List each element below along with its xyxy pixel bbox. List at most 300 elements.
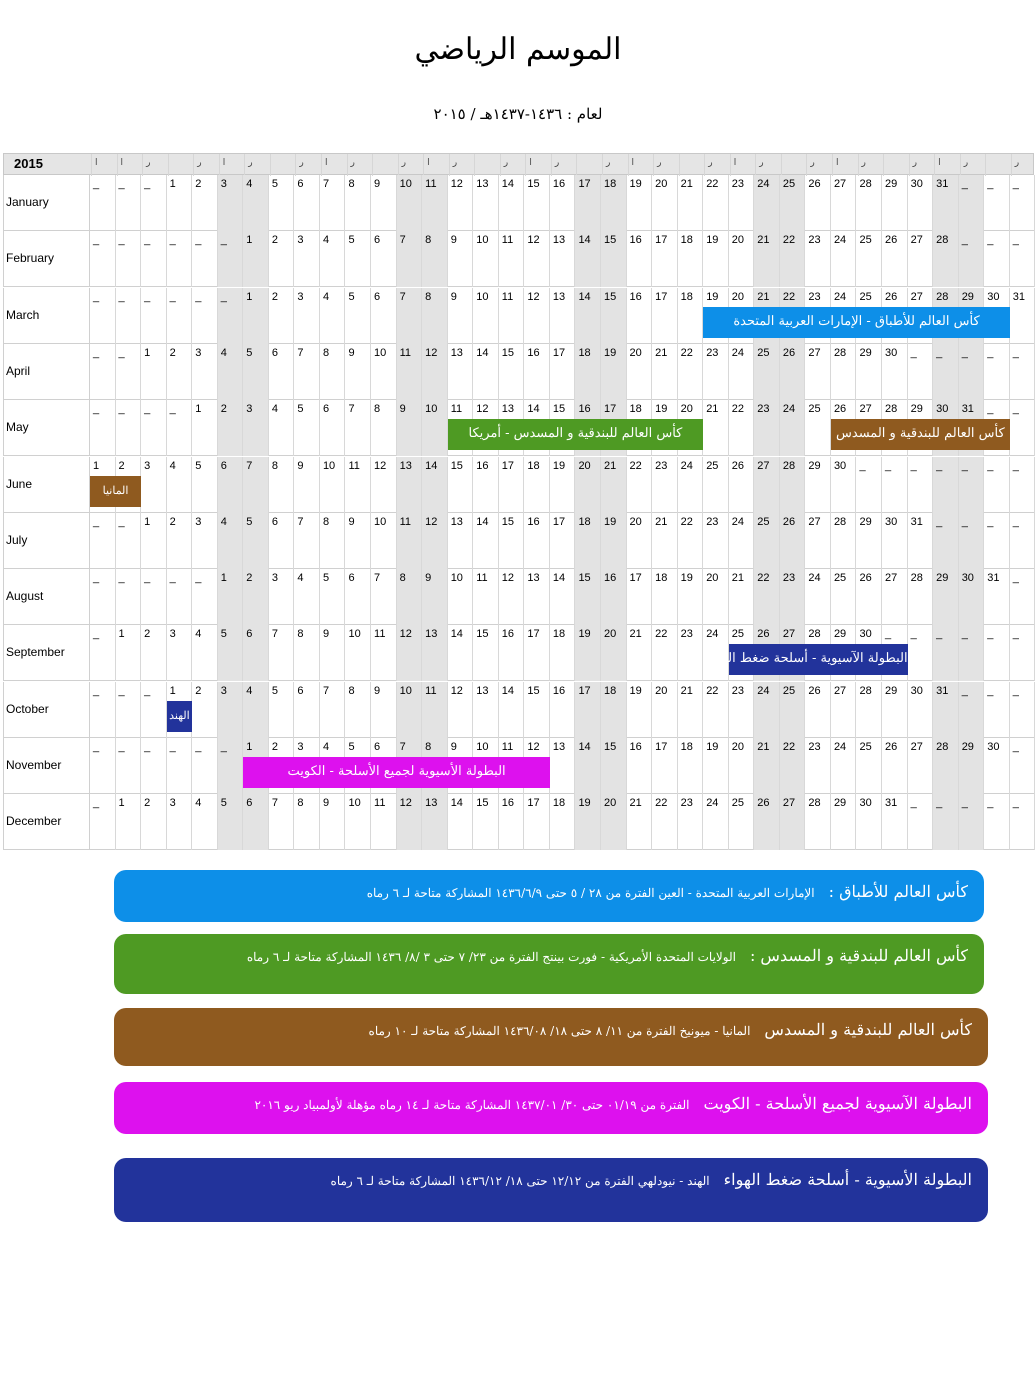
event-bar[interactable]: الهند: [167, 701, 193, 732]
day-number: 30: [859, 797, 872, 810]
day-number: 23: [706, 346, 719, 359]
day-cell: [729, 175, 755, 231]
day-cell: [473, 231, 499, 287]
day-cell: [499, 231, 525, 287]
day-number: 8: [425, 234, 432, 247]
day-cell: [1010, 175, 1036, 231]
day-number: 3: [297, 741, 304, 753]
day-cell: [1010, 400, 1036, 456]
day-number: 22: [782, 234, 796, 247]
day-cell: [346, 400, 372, 456]
day-cell: [192, 794, 218, 850]
day-number: 13: [425, 797, 438, 810]
day-cell: [346, 344, 372, 400]
day-number: 4: [322, 234, 330, 247]
day-number: _: [93, 684, 100, 697]
day-cell: [320, 569, 346, 625]
day-number: 25: [706, 459, 719, 472]
day-cell: [90, 400, 116, 456]
day-number: 27: [782, 628, 796, 641]
day-cell: [524, 794, 550, 850]
day-cell: [448, 288, 474, 344]
day-number: _: [885, 459, 892, 472]
legend-item: [114, 934, 984, 994]
day-number: 24: [680, 459, 693, 472]
day-cell: [243, 794, 269, 850]
month-name: February: [6, 251, 55, 266]
day-cell: [805, 175, 831, 231]
day-number: 19: [629, 684, 642, 697]
header-cell: [142, 154, 168, 176]
day-cell: [882, 513, 908, 569]
day-number: 5: [348, 234, 355, 247]
day-cell: [524, 513, 550, 569]
day-cell: [371, 513, 397, 569]
day-number: 4: [322, 290, 330, 303]
day-cell: [984, 738, 1010, 794]
weekday-mark: ر: [554, 158, 560, 168]
day-number: _: [169, 403, 176, 416]
day-number: 10: [374, 346, 387, 359]
day-cell: [575, 457, 601, 513]
header-cell: [679, 154, 705, 176]
header-cell: [832, 154, 858, 176]
month-name: June: [6, 476, 33, 491]
event-bar[interactable]: كأس العالم للأطباق - الإمارات العربية المتحدة: [703, 307, 1010, 338]
day-cell: [729, 513, 755, 569]
day-cell: [831, 738, 857, 794]
day-number: 8: [348, 684, 355, 697]
day-cell: [269, 457, 295, 513]
day-cell: [984, 344, 1010, 400]
day-number: 23: [808, 234, 821, 247]
header-cell: [372, 154, 398, 176]
day-number: 3: [297, 290, 304, 303]
day-cell: [243, 231, 269, 287]
day-cell: [703, 513, 729, 569]
day-number: 29: [910, 403, 923, 416]
day-cell: [294, 231, 320, 287]
day-cell: [550, 682, 576, 738]
day-cell: [882, 682, 908, 738]
month-label: [3, 288, 90, 344]
legend-title: كأس العالم للبندقية و المسدس :: [749, 946, 968, 965]
day-number: 16: [578, 403, 591, 416]
day-number: 23: [782, 572, 796, 585]
legend-details: المانيا - ميونيخ الفترة من ١١/ ٨ حتى ١٨/ ١٤٣٦/٠٨ المشاركة متاحة لـ ١٠ رماه: [368, 1024, 751, 1038]
day-cell: [601, 344, 627, 400]
month-name: November: [6, 758, 62, 772]
day-cell: [192, 175, 218, 231]
day-cell: [882, 231, 908, 287]
day-cell: [780, 794, 806, 850]
day-number: _: [936, 346, 943, 359]
day-cell: [882, 738, 908, 794]
day-number: 22: [706, 684, 719, 697]
day-cell: [984, 457, 1010, 513]
day-number: 19: [578, 797, 591, 810]
day-cell: [320, 288, 346, 344]
day-number: _: [1012, 628, 1019, 641]
day-cell: [243, 175, 269, 231]
day-number: 3: [195, 346, 202, 359]
day-number: 28: [910, 572, 923, 585]
day-cell: [499, 175, 525, 231]
day-number: 31: [936, 178, 949, 190]
day-cell: [116, 288, 142, 344]
day-number: 11: [425, 178, 437, 190]
day-cell: [422, 344, 448, 400]
day-number: 5: [246, 346, 253, 359]
day-number: 11: [399, 515, 412, 528]
day-number: 26: [885, 234, 898, 247]
day-cell: [678, 288, 704, 344]
day-number: 12: [425, 346, 438, 359]
day-number: 1: [246, 741, 253, 753]
day-number: _: [910, 459, 917, 472]
day-cell: [473, 288, 499, 344]
day-number: _: [1012, 459, 1019, 472]
day-cell: [116, 625, 142, 681]
day-number: 16: [604, 572, 617, 585]
weekday-mark: ا: [733, 158, 737, 168]
day-cell: [575, 738, 601, 794]
day-number: 9: [425, 572, 432, 585]
event-bar[interactable]: البطولة الآسيوية - أسلحة ضغط الهواء: [729, 644, 908, 675]
day-number: 19: [680, 572, 693, 585]
day-number: 5: [322, 572, 330, 585]
day-cell: [933, 682, 959, 738]
day-number: 26: [731, 459, 744, 472]
day-cell: [448, 513, 474, 569]
day-number: 9: [374, 178, 381, 190]
day-cell: [1010, 625, 1036, 681]
day-cell: [90, 288, 116, 344]
day-cell: [243, 625, 269, 681]
header-cell: [755, 154, 781, 176]
day-number: 30: [936, 403, 949, 416]
day-cell: [499, 457, 525, 513]
day-cell: [116, 513, 142, 569]
day-number: 24: [757, 178, 770, 190]
day-cell: [601, 513, 627, 569]
day-number: 20: [655, 684, 668, 697]
day-number: 7: [399, 741, 406, 753]
day-number: _: [118, 234, 125, 247]
day-number: 25: [808, 403, 821, 416]
day-number: 26: [782, 515, 796, 528]
day-cell: [831, 569, 857, 625]
day-cell: [601, 231, 627, 287]
day-number: 19: [706, 290, 719, 303]
day-number: _: [144, 572, 151, 585]
day-cell: [141, 569, 167, 625]
day-number: 5: [246, 515, 253, 528]
day-cell: [908, 569, 934, 625]
day-number: 19: [578, 628, 591, 641]
day-cell: [346, 175, 372, 231]
day-number: 10: [476, 741, 489, 753]
day-cell: [320, 175, 346, 231]
day-number: 1: [93, 459, 100, 472]
day-cell: [908, 682, 934, 738]
day-number: 15: [476, 797, 489, 810]
day-cell: [703, 400, 729, 456]
day-number: 9: [399, 403, 406, 416]
day-cell: [294, 569, 320, 625]
day-cell: [90, 569, 116, 625]
day-cell: [371, 231, 397, 287]
day-number: 27: [808, 346, 821, 359]
day-number: 16: [527, 346, 540, 359]
day-cell: [652, 738, 678, 794]
day-cell: [473, 175, 499, 231]
weekday-mark: ر: [708, 158, 713, 168]
day-number: 9: [322, 628, 330, 641]
day-number: 16: [501, 797, 515, 810]
legend-item: [114, 1008, 988, 1066]
day-cell: [524, 344, 550, 400]
day-number: 26: [859, 572, 872, 585]
page-title: الموسم الرياضي: [414, 32, 622, 67]
day-number: 13: [552, 290, 566, 303]
day-number: 23: [808, 290, 821, 303]
day-number: _: [220, 741, 227, 753]
day-cell: [167, 513, 193, 569]
day-cell: [805, 738, 831, 794]
month-label: [3, 794, 90, 850]
day-number: 22: [655, 628, 668, 641]
day-number: 6: [374, 234, 381, 247]
day-cell: [448, 682, 474, 738]
header-cell: [219, 154, 245, 176]
day-number: 5: [195, 459, 202, 472]
day-number: 2: [271, 741, 278, 753]
day-number: 24: [706, 628, 719, 641]
day-number: 12: [399, 628, 412, 641]
day-cell: [422, 682, 448, 738]
day-number: 7: [399, 234, 406, 247]
day-number: 3: [220, 178, 227, 190]
day-cell: [805, 231, 831, 287]
day-number: 14: [476, 515, 489, 528]
day-number: _: [987, 403, 994, 416]
day-number: 15: [476, 628, 489, 641]
day-number: 29: [961, 741, 974, 753]
day-cell: [192, 231, 218, 287]
day-cell: [116, 682, 142, 738]
day-number: 19: [629, 178, 642, 190]
day-number: 12: [450, 178, 463, 190]
day-number: 28: [885, 403, 898, 416]
header-cell: [295, 154, 321, 176]
day-number: _: [93, 797, 100, 810]
day-number: 17: [527, 628, 540, 641]
day-number: 2: [271, 234, 278, 247]
event-bar[interactable]: كأس العالم للبندقية و المسدس - أمريكا: [448, 419, 704, 450]
day-number: _: [118, 572, 125, 585]
day-number: 2: [118, 459, 125, 472]
day-cell: [116, 794, 142, 850]
day-number: 22: [782, 741, 796, 753]
day-cell: [346, 457, 372, 513]
day-cell: [371, 457, 397, 513]
day-cell: [167, 175, 193, 231]
day-number: 27: [833, 684, 847, 697]
day-cell: [678, 231, 704, 287]
day-number: 18: [629, 403, 642, 416]
legend-title: كأس العالم للأطباق :: [828, 882, 968, 901]
day-cell: [908, 175, 934, 231]
day-number: 6: [297, 178, 304, 190]
day-cell: [627, 513, 653, 569]
day-number: _: [1012, 741, 1019, 753]
day-cell: [422, 625, 448, 681]
day-number: 1: [246, 290, 253, 303]
day-number: 14: [450, 797, 463, 810]
day-cell: [90, 344, 116, 400]
day-number: 25: [731, 628, 744, 641]
day-number: 14: [501, 178, 515, 190]
day-number: 11: [399, 346, 412, 359]
year-calendar: [3, 153, 1034, 851]
day-cell: [192, 569, 218, 625]
day-number: 17: [578, 178, 591, 190]
day-number: 6: [322, 403, 330, 416]
day-cell: [703, 344, 729, 400]
day-number: 28: [833, 515, 847, 528]
day-number: 22: [782, 290, 796, 303]
day-cell: [243, 457, 269, 513]
event-bar[interactable]: البطولة الأسيوية لجميع الأسلحة - الكويت: [243, 757, 550, 788]
day-number: 27: [910, 290, 923, 303]
day-number: 23: [731, 684, 744, 697]
day-number: 12: [450, 684, 463, 697]
day-number: 3: [220, 684, 227, 697]
day-cell: [116, 231, 142, 287]
day-number: 10: [322, 459, 336, 472]
day-cell: [805, 344, 831, 400]
day-number: 22: [680, 515, 693, 528]
day-number: 8: [399, 572, 406, 585]
day-number: 8: [425, 290, 432, 303]
page-subtitle: لعام : ١٤٣٦-١٤٣٧هـ / ٢٠١٥: [433, 105, 603, 123]
day-number: 28: [808, 628, 821, 641]
month-label: [3, 344, 90, 400]
day-cell: [652, 344, 678, 400]
day-cell: [167, 738, 193, 794]
header-cell: [806, 154, 832, 176]
weekday-mark: ر: [657, 158, 662, 168]
day-number: 3: [195, 515, 202, 528]
legend-item: [114, 1158, 988, 1222]
day-cell: [116, 569, 142, 625]
day-number: 18: [578, 346, 591, 359]
legend-title: كأس العالم للبندقية و المسدس: [764, 1020, 972, 1039]
day-cell: [729, 794, 755, 850]
day-number: 7: [399, 290, 406, 303]
day-cell: [857, 569, 883, 625]
day-number: _: [93, 515, 100, 528]
event-bar[interactable]: المانيا: [90, 476, 141, 507]
day-number: 29: [936, 572, 949, 585]
day-number: 4: [322, 741, 330, 753]
day-number: 24: [782, 403, 796, 416]
day-number: 23: [706, 515, 719, 528]
day-cell: [397, 457, 423, 513]
day-number: 22: [655, 797, 668, 810]
day-cell: [243, 400, 269, 456]
day-number: 11: [374, 628, 386, 641]
day-cell: [346, 288, 372, 344]
day-cell: [448, 569, 474, 625]
day-cell: [882, 344, 908, 400]
day-cell: [371, 344, 397, 400]
day-number: 24: [833, 234, 847, 247]
month-row: [3, 569, 1034, 625]
day-number: 13: [476, 178, 489, 190]
day-number: 26: [757, 797, 770, 810]
day-number: _: [195, 234, 202, 247]
day-number: 3: [144, 459, 151, 472]
day-number: 26: [885, 290, 898, 303]
month-label: [3, 513, 90, 569]
day-number: 14: [578, 234, 591, 247]
day-number: 31: [885, 797, 898, 810]
day-number: 5: [220, 797, 227, 810]
day-number: _: [93, 628, 100, 641]
day-number: 25: [757, 515, 770, 528]
day-number: 29: [859, 346, 872, 359]
day-cell: [780, 231, 806, 287]
day-cell: [422, 175, 448, 231]
event-bar[interactable]: كأس العالم للبندقية و المسدس: [831, 419, 1010, 450]
day-number: 27: [910, 234, 923, 247]
day-number: 6: [348, 572, 355, 585]
day-cell: [627, 794, 653, 850]
day-number: 26: [833, 403, 847, 416]
day-cell: [627, 457, 653, 513]
day-number: _: [987, 234, 994, 247]
day-cell: [346, 569, 372, 625]
day-number: 8: [322, 515, 330, 528]
month-row: [3, 175, 1034, 231]
day-number: 8: [297, 797, 304, 810]
day-number: 14: [476, 346, 489, 359]
day-cell: [933, 175, 959, 231]
day-number: 20: [604, 797, 617, 810]
day-cell: [397, 231, 423, 287]
day-cell: [805, 400, 831, 456]
day-number: _: [1012, 403, 1019, 416]
day-number: 27: [859, 403, 872, 416]
weekday-mark: ا: [835, 158, 839, 168]
day-number: _: [987, 628, 994, 641]
day-number: _: [118, 178, 125, 190]
day-number: 10: [399, 178, 412, 190]
day-cell: [448, 794, 474, 850]
weekday-mark: ا: [120, 158, 124, 168]
day-number: 16: [552, 178, 566, 190]
day-cell: [422, 794, 448, 850]
day-number: 2: [169, 515, 176, 528]
day-cell: [141, 231, 167, 287]
day-number: 18: [527, 459, 540, 472]
month-name: May: [6, 420, 29, 435]
day-cell: [550, 625, 576, 681]
day-number: 19: [706, 234, 719, 247]
day-number: 24: [833, 290, 847, 303]
